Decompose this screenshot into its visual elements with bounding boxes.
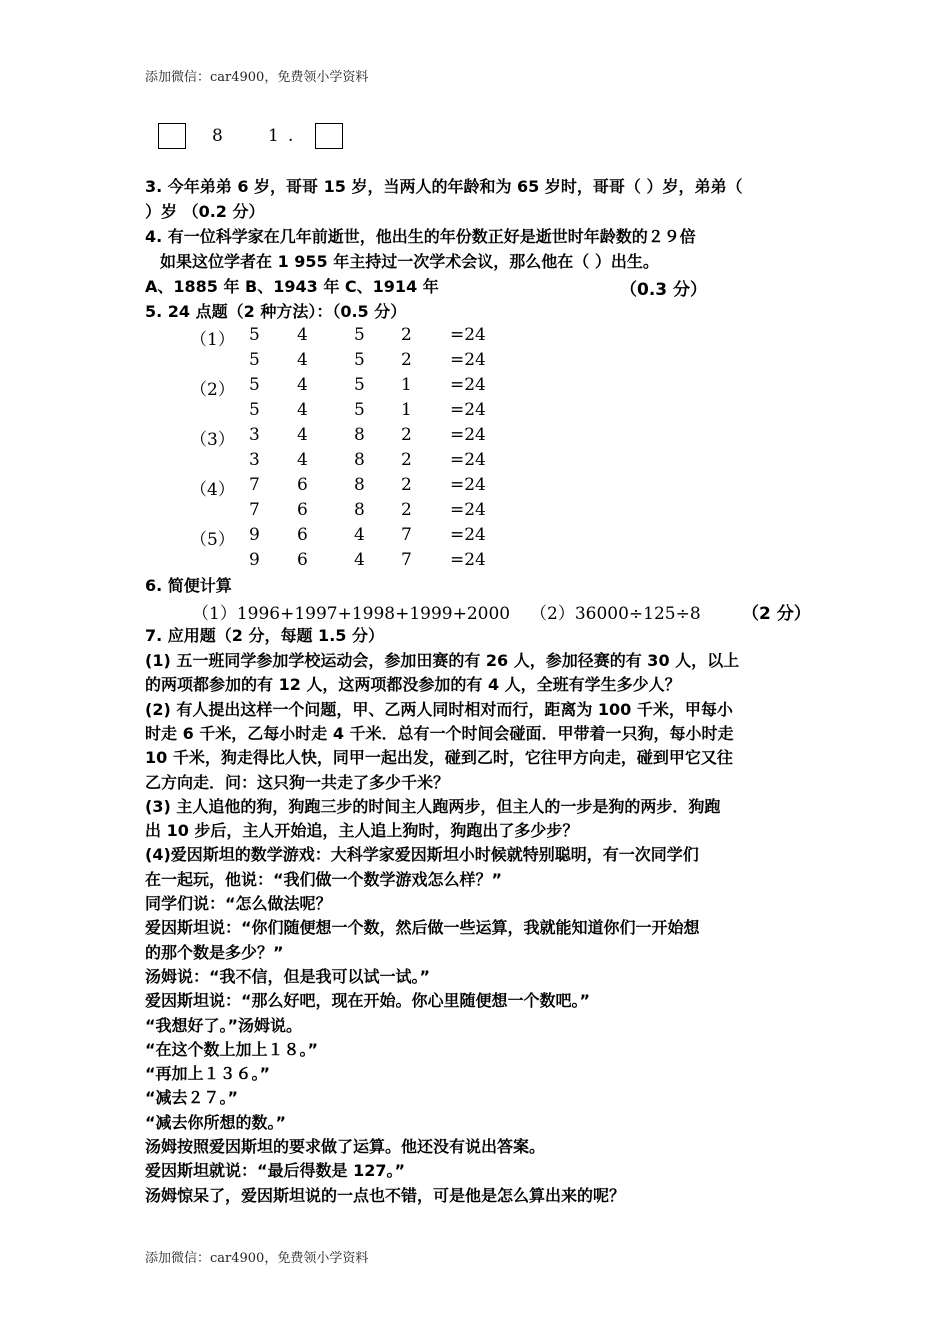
answer-box-left <box>158 123 186 149</box>
q3-line-2: ）岁 （0.2 分） <box>145 202 265 221</box>
q5-row-4-c: 5 <box>354 400 365 420</box>
q5-row-5-a: 3 <box>249 425 260 445</box>
q4-options: A、1885 年 B、1943 年 C、1914 年 <box>145 277 439 296</box>
q5-row-6-c: 8 <box>354 450 365 470</box>
q5-row-8-d: 2 <box>401 500 412 520</box>
answer-box-right <box>315 123 343 149</box>
q7-line-4: 时走 6 千米，乙每小时走 4 千米．总有一个时间会碰面．甲带着一只狗，每小时走 <box>145 723 734 743</box>
q7-line-13: 的那个数是多少？” <box>145 942 284 962</box>
q5-row-2-d: 2 <box>401 350 412 370</box>
q7-line-2: 的两项都参加的有 12 人，这两项都没参加的有 4 人，全班有学生多少人？ <box>145 675 681 695</box>
q7-line-5: 10 千米，狗走得比人快，同甲一起出发，碰到乙时，它往甲方向走，碰到甲它又往 <box>145 748 733 768</box>
q5-title: 5. 24 点题（2 种方法）：（0.5 分） <box>145 302 407 321</box>
q7-line-19: “减去２７。” <box>145 1088 239 1108</box>
q5-row-10-d: 7 <box>401 550 412 570</box>
q5-row-4-b: 4 <box>297 400 308 420</box>
q5-row-7-d: 2 <box>401 475 412 495</box>
q5-row-3-b: 4 <box>297 375 308 395</box>
q5-row-2-b: 4 <box>297 350 308 370</box>
q5-row-4-d: 1 <box>401 400 412 420</box>
q5-row-8-c: 8 <box>354 500 365 520</box>
q7-line-22: 爱因斯坦就说：“最后得数是 127。” <box>145 1161 406 1181</box>
q5-row-1-a: 5 <box>249 325 260 345</box>
q5-row-7-b: 6 <box>297 475 308 495</box>
q7-line-7: (3) 主人追他的狗，狗跑三步的时间主人跑两步，但主人的一步是狗的两步．狗跑 <box>145 796 721 816</box>
q5-row-1-label: （1） <box>190 330 235 350</box>
q6-title: 6. 简便计算 <box>145 576 232 595</box>
q7-line-10: 在一起玩，他说：“我们做一个数学游戏怎么样？” <box>145 869 503 889</box>
q5-row-10-a: 9 <box>249 550 260 570</box>
q5-row-3-c: 5 <box>354 375 365 395</box>
q5-row-6-b: 4 <box>297 450 308 470</box>
q6-part-1: （1）1996+1997+1998+1999+2000 <box>192 604 511 624</box>
q5-row-1-r: =24 <box>450 325 486 345</box>
q7-line-11: 同学们说：“怎么做法呢？ <box>145 894 332 913</box>
q4-score: （0.3 分） <box>620 280 708 300</box>
q5-row-8-b: 6 <box>297 500 308 520</box>
q7-line-3: (2) 有人提出这样一个问题，甲、乙两人同时相对而行，距离为 100 千米，甲每小 <box>145 699 733 719</box>
q5-row-8-r: =24 <box>450 500 486 520</box>
q5-row-10-b: 6 <box>297 550 308 570</box>
q5-row-3-a: 5 <box>249 375 260 395</box>
q6-part-2: （2）36000÷125÷8 <box>530 604 701 624</box>
q5-row-6-a: 3 <box>249 450 260 470</box>
q5-row-10-c: 4 <box>354 550 365 570</box>
q7-line-18: “再加上１３６。” <box>145 1064 271 1084</box>
puzzle-dot: . <box>288 126 294 146</box>
q7-line-23: 汤姆惊呆了，爱因斯坦说的一点也不错，可是他是怎么算出来的呢？ <box>145 1185 626 1205</box>
q7-line-16: “我想好了。”汤姆说。 <box>145 1015 303 1035</box>
q4-line-1: 4. 有一位科学家在几年前逝世，他出生的年份数正好是逝世时年龄数的２９倍 <box>145 227 696 246</box>
q5-row-7-a: 7 <box>249 475 260 495</box>
q5-row-5-b: 4 <box>297 425 308 445</box>
q5-row-4-a: 5 <box>249 400 260 420</box>
q5-row-7-label: （4） <box>190 480 235 500</box>
q5-row-9-label: （5） <box>190 530 235 550</box>
q7-line-9: (4)爱因斯坦的数学游戏：大科学家爱因斯坦小时候就特别聪明，有一次同学们 <box>145 845 699 865</box>
q5-row-5-c: 8 <box>354 425 365 445</box>
q5-row-5-label: （3） <box>190 430 235 450</box>
q5-row-1-b: 4 <box>297 325 308 345</box>
q5-row-3-r: =24 <box>450 375 486 395</box>
page-header: 添加微信：car4900，免费领小学资料 <box>145 70 369 85</box>
q5-row-6-r: =24 <box>450 450 486 470</box>
q7-line-8: 出 10 步后，主人开始追，主人追上狗时，狗跑出了多少步？ <box>145 821 579 841</box>
q5-row-7-r: =24 <box>450 475 486 495</box>
q5-row-6-d: 2 <box>401 450 412 470</box>
q5-row-4-r: =24 <box>450 400 486 420</box>
q5-row-1-d: 2 <box>401 325 412 345</box>
q5-row-3-label: （2） <box>190 380 235 400</box>
page-footer: 添加微信：car4900，免费领小学资料 <box>145 1251 369 1266</box>
q5-row-5-d: 2 <box>401 425 412 445</box>
q7-line-14: 汤姆说：“我不信，但是我可以试一试。” <box>145 966 431 986</box>
q5-row-9-r: =24 <box>450 525 486 545</box>
q7-line-21: 汤姆按照爱因斯坦的要求做了运算。他还没有说出答案。 <box>145 1137 546 1156</box>
q4-line-2: 如果这位学者在 1 955 年主持过一次学术会议，那么他在（ ）出生。 <box>160 252 659 271</box>
puzzle-number-8: 8 <box>212 126 223 146</box>
q5-row-9-d: 7 <box>401 525 412 545</box>
q7-line-12: 爱因斯坦说：“你们随便想一个数，然后做一些运算，我就能知道你们一开始想 <box>145 918 700 938</box>
q5-row-2-c: 5 <box>354 350 365 370</box>
q5-row-7-c: 8 <box>354 475 365 495</box>
q5-row-9-a: 9 <box>249 525 260 545</box>
q6-score: （2 分） <box>742 604 811 624</box>
q5-row-5-r: =24 <box>450 425 486 445</box>
q5-row-2-r: =24 <box>450 350 486 370</box>
q7-line-1: (1) 五一班同学参加学校运动会，参加田赛的有 26 人，参加径赛的有 30 人，以上 <box>145 651 740 670</box>
q5-row-3-d: 1 <box>401 375 412 395</box>
puzzle-number-1: 1 <box>268 126 279 146</box>
q5-row-9-c: 4 <box>354 525 365 545</box>
q7-line-15: 爱因斯坦说：“那么好吧，现在开始。你心里随便想一个数吧。” <box>145 991 591 1011</box>
q5-row-10-r: =24 <box>450 550 486 570</box>
q7-line-17: “在这个数上加上１８。” <box>145 1039 319 1059</box>
q5-row-1-c: 5 <box>354 325 365 345</box>
q7-line-6: 乙方向走．问：这只狗一共走了多少千米？ <box>145 772 450 792</box>
q7-line-20: “减去你所想的数。” <box>145 1112 287 1132</box>
q5-row-8-a: 7 <box>249 500 260 520</box>
q3-line-1: 3. 今年弟弟 6 岁，哥哥 15 岁，当两人的年龄和为 65 岁时，哥哥（ ）岁，弟弟（ <box>145 177 743 196</box>
q7-title: 7. 应用题（2 分，每题 1.5 分） <box>145 626 384 645</box>
q5-row-2-a: 5 <box>249 350 260 370</box>
q5-row-9-b: 6 <box>297 525 308 545</box>
